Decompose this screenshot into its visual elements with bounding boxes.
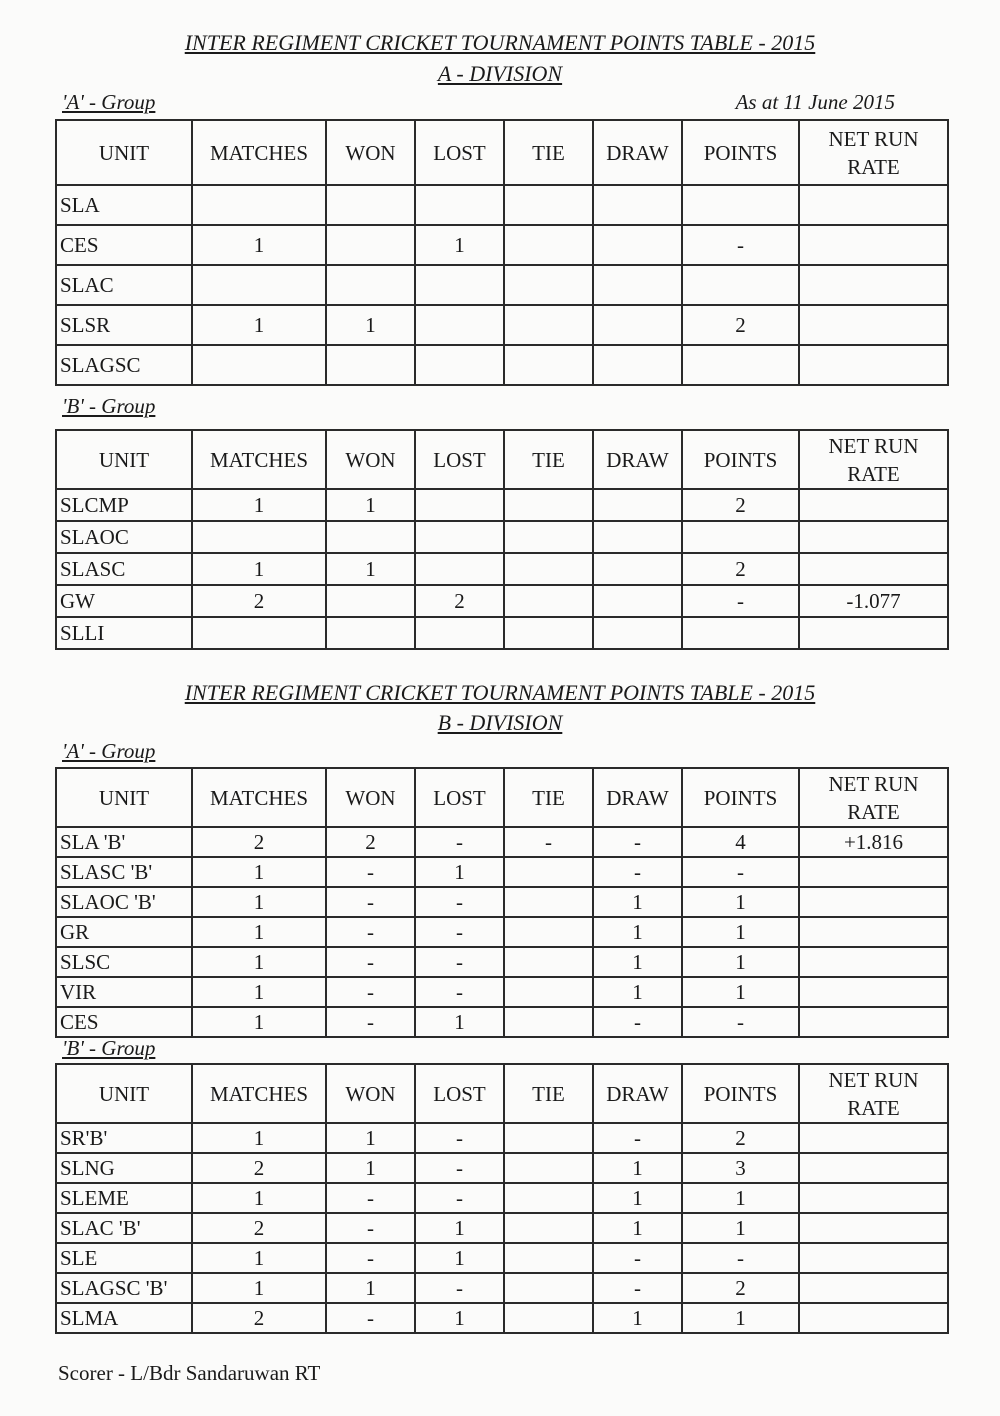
table-row	[56, 1243, 948, 1273]
table-row	[56, 887, 948, 917]
column-header-won: WON	[326, 430, 415, 489]
cell-lost	[415, 489, 504, 521]
header-row	[56, 430, 948, 489]
cell-unit: SLSR	[56, 305, 192, 345]
column-header-lost: LOST	[415, 768, 504, 827]
table-row	[56, 489, 948, 521]
cell-won: 2	[326, 827, 415, 857]
cell-unit: VIR	[56, 977, 192, 1007]
table-row	[56, 1153, 948, 1183]
cell-lost: -	[415, 947, 504, 977]
division-a-title: INTER REGIMENT CRICKET TOURNAMENT POINTS TABLE - 2015	[184, 30, 816, 55]
points-table-b-division-a-group	[55, 767, 949, 1038]
cell-won: -	[326, 1303, 415, 1333]
table-row	[56, 265, 948, 305]
cell-unit: SLLI	[56, 617, 192, 649]
cell-net-run-rate	[799, 1243, 948, 1273]
column-header-matches: MATCHES	[192, 120, 326, 185]
table-row	[56, 1007, 948, 1037]
table-row	[56, 857, 948, 887]
cell-draw	[593, 617, 682, 649]
cell-net-run-rate	[799, 1153, 948, 1183]
cell-points: -	[682, 225, 799, 265]
cell-tie	[504, 1123, 593, 1153]
cell-lost: 1	[415, 1213, 504, 1243]
column-header-tie: TIE	[504, 768, 593, 827]
cell-points: 4	[682, 827, 799, 857]
table-row	[56, 1183, 948, 1213]
cell-net-run-rate	[799, 1183, 948, 1213]
cell-draw	[593, 521, 682, 553]
column-header-points: POINTS	[682, 120, 799, 185]
cell-net-run-rate	[799, 857, 948, 887]
cell-unit: SLA	[56, 185, 192, 225]
column-header-tie: TIE	[504, 430, 593, 489]
cell-net-run-rate	[799, 521, 948, 553]
cell-won: 1	[326, 305, 415, 345]
cell-points: 1	[682, 1303, 799, 1333]
cell-lost	[415, 305, 504, 345]
cell-net-run-rate	[799, 185, 948, 225]
cell-won: -	[326, 917, 415, 947]
table-row	[56, 185, 948, 225]
cell-tie	[504, 185, 593, 225]
cell-matches: 1	[192, 553, 326, 585]
cell-matches	[192, 185, 326, 225]
column-header-matches: MATCHES	[192, 768, 326, 827]
cell-points: 1	[682, 887, 799, 917]
cell-tie	[504, 917, 593, 947]
cell-points: 1	[682, 977, 799, 1007]
cell-net-run-rate	[799, 345, 948, 385]
cell-net-run-rate	[799, 265, 948, 305]
cell-unit: SLCMP	[56, 489, 192, 521]
column-header-unit: UNIT	[56, 768, 192, 827]
cell-matches: 1	[192, 857, 326, 887]
column-header-unit: UNIT	[56, 1064, 192, 1123]
cell-tie	[504, 1183, 593, 1213]
cell-draw: -	[593, 857, 682, 887]
cell-matches: 2	[192, 585, 326, 617]
cell-lost: -	[415, 887, 504, 917]
cell-net-run-rate	[799, 1303, 948, 1333]
cell-draw	[593, 305, 682, 345]
cell-points: -	[682, 585, 799, 617]
cell-lost: -	[415, 917, 504, 947]
cell-draw: -	[593, 1243, 682, 1273]
cell-unit: CES	[56, 1007, 192, 1037]
cell-points	[682, 617, 799, 649]
table-row	[56, 553, 948, 585]
cell-draw	[593, 585, 682, 617]
cell-points: 1	[682, 917, 799, 947]
cell-draw: 1	[593, 1183, 682, 1213]
division-b-title: INTER REGIMENT CRICKET TOURNAMENT POINTS TABLE - 2015	[184, 680, 816, 705]
cell-lost	[415, 345, 504, 385]
cell-draw: -	[593, 1273, 682, 1303]
cell-lost: 2	[415, 585, 504, 617]
cell-matches	[192, 521, 326, 553]
header-row	[56, 120, 948, 185]
cell-points: 2	[682, 305, 799, 345]
cell-draw: 1	[593, 887, 682, 917]
cell-matches: 1	[192, 977, 326, 1007]
column-header-net-run-rate: NET RUN RATE	[799, 120, 948, 185]
cell-draw	[593, 185, 682, 225]
cell-draw: 1	[593, 977, 682, 1007]
points-table-a-division-a-group	[55, 119, 949, 386]
cell-tie	[504, 265, 593, 305]
cell-matches: 1	[192, 1007, 326, 1037]
column-header-net-run-rate: NET RUN RATE	[799, 768, 948, 827]
cell-net-run-rate	[799, 489, 948, 521]
cell-lost	[415, 185, 504, 225]
cell-won: 1	[326, 1273, 415, 1303]
cell-lost: -	[415, 977, 504, 1007]
cell-lost	[415, 617, 504, 649]
cell-won: -	[326, 1183, 415, 1213]
cell-matches: 1	[192, 1273, 326, 1303]
points-table-a-division-b-group	[55, 429, 949, 650]
cell-won: 1	[326, 553, 415, 585]
table-row	[56, 585, 948, 617]
cell-points	[682, 265, 799, 305]
cell-draw: -	[593, 1007, 682, 1037]
column-header-tie: TIE	[504, 1064, 593, 1123]
cell-points: -	[682, 1007, 799, 1037]
group-label: 'A' - Group	[62, 90, 156, 114]
table-row	[56, 917, 948, 947]
cell-won	[326, 185, 415, 225]
column-header-lost: LOST	[415, 120, 504, 185]
division-a-subtitle: A - DIVISION	[437, 61, 563, 86]
cell-net-run-rate: +1.816	[799, 827, 948, 857]
cell-unit: CES	[56, 225, 192, 265]
cell-won: -	[326, 1213, 415, 1243]
cell-lost: -	[415, 1183, 504, 1213]
table-row	[56, 977, 948, 1007]
points-table-b-division-b-group	[55, 1063, 949, 1334]
cell-tie	[504, 1273, 593, 1303]
cell-lost: -	[415, 827, 504, 857]
cell-tie	[504, 1243, 593, 1273]
cell-net-run-rate	[799, 617, 948, 649]
cell-matches: 2	[192, 1303, 326, 1333]
column-header-unit: UNIT	[56, 120, 192, 185]
cell-won	[326, 345, 415, 385]
cell-won: -	[326, 1007, 415, 1037]
table-row	[56, 617, 948, 649]
table-row	[56, 1123, 948, 1153]
column-header-draw: DRAW	[593, 120, 682, 185]
cell-net-run-rate	[799, 887, 948, 917]
cell-tie	[504, 887, 593, 917]
group-label: 'A' - Group	[62, 739, 156, 763]
cell-matches: 1	[192, 887, 326, 917]
cell-draw: 1	[593, 947, 682, 977]
cell-matches: 1	[192, 1183, 326, 1213]
cell-matches: 1	[192, 947, 326, 977]
cell-matches	[192, 617, 326, 649]
cell-won: -	[326, 887, 415, 917]
cell-lost: 1	[415, 1243, 504, 1273]
cell-net-run-rate	[799, 1273, 948, 1303]
cell-unit: SLAGSC	[56, 345, 192, 385]
group-label: 'B' - Group	[62, 1036, 156, 1060]
cell-won: 1	[326, 489, 415, 521]
cell-net-run-rate	[799, 1007, 948, 1037]
cell-won: 1	[326, 1123, 415, 1153]
column-header-points: POINTS	[682, 1064, 799, 1123]
cell-lost: -	[415, 1123, 504, 1153]
cell-points	[682, 345, 799, 385]
header-row	[56, 768, 948, 827]
column-header-points: POINTS	[682, 768, 799, 827]
cell-matches: 2	[192, 827, 326, 857]
cell-draw	[593, 265, 682, 305]
cell-tie: -	[504, 827, 593, 857]
cell-points	[682, 521, 799, 553]
cell-won: 1	[326, 1153, 415, 1183]
header-row	[56, 1064, 948, 1123]
cell-unit: SLASC 'B'	[56, 857, 192, 887]
cell-unit: SLASC	[56, 553, 192, 585]
cell-unit: SLAC	[56, 265, 192, 305]
cell-lost	[415, 521, 504, 553]
cell-lost: -	[415, 1153, 504, 1183]
cell-matches: 2	[192, 1213, 326, 1243]
cell-lost	[415, 553, 504, 585]
column-header-won: WON	[326, 120, 415, 185]
cell-won: -	[326, 977, 415, 1007]
division-b-subtitle: B - DIVISION	[437, 710, 563, 735]
cell-tie	[504, 617, 593, 649]
cell-points: 1	[682, 947, 799, 977]
column-header-net-run-rate: NET RUN RATE	[799, 430, 948, 489]
cell-tie	[504, 521, 593, 553]
cell-won: -	[326, 857, 415, 887]
column-header-points: POINTS	[682, 430, 799, 489]
cell-unit: SLAOC	[56, 521, 192, 553]
cell-unit: SLAGSC 'B'	[56, 1273, 192, 1303]
scorer-signature: Scorer - L/Bdr Sandaruwan RT	[58, 1361, 321, 1385]
table-row	[56, 345, 948, 385]
cell-lost: 1	[415, 1303, 504, 1333]
cell-unit: SLAC 'B'	[56, 1213, 192, 1243]
column-header-matches: MATCHES	[192, 430, 326, 489]
cell-net-run-rate	[799, 305, 948, 345]
column-header-net-run-rate: NET RUN RATE	[799, 1064, 948, 1123]
cell-draw	[593, 553, 682, 585]
cell-unit: SLEME	[56, 1183, 192, 1213]
table-row	[56, 1213, 948, 1243]
cell-draw	[593, 489, 682, 521]
cell-points: -	[682, 1243, 799, 1273]
cell-unit: SLNG	[56, 1153, 192, 1183]
cell-lost: 1	[415, 1007, 504, 1037]
cell-points: 2	[682, 1123, 799, 1153]
cell-draw: 1	[593, 1213, 682, 1243]
table-row	[56, 1303, 948, 1333]
table-row	[56, 521, 948, 553]
cell-draw	[593, 345, 682, 385]
cell-draw: 1	[593, 1153, 682, 1183]
cell-matches: 1	[192, 225, 326, 265]
cell-draw: 1	[593, 1303, 682, 1333]
cell-points	[682, 185, 799, 225]
cell-tie	[504, 1213, 593, 1243]
cell-points: 2	[682, 1273, 799, 1303]
as-at-date: As at 11 June 2015	[735, 90, 895, 114]
cell-points: 2	[682, 489, 799, 521]
cell-draw: -	[593, 827, 682, 857]
cell-tie	[504, 553, 593, 585]
cell-net-run-rate	[799, 1123, 948, 1153]
column-header-draw: DRAW	[593, 768, 682, 827]
cell-tie	[504, 489, 593, 521]
column-header-matches: MATCHES	[192, 1064, 326, 1123]
cell-net-run-rate	[799, 917, 948, 947]
cell-won	[326, 225, 415, 265]
cell-net-run-rate	[799, 1213, 948, 1243]
cell-tie	[504, 857, 593, 887]
column-header-lost: LOST	[415, 1064, 504, 1123]
column-header-won: WON	[326, 768, 415, 827]
cell-tie	[504, 1007, 593, 1037]
cell-matches: 2	[192, 1153, 326, 1183]
cell-tie	[504, 585, 593, 617]
cell-net-run-rate	[799, 553, 948, 585]
cell-tie	[504, 1303, 593, 1333]
group-label: 'B' - Group	[62, 394, 156, 418]
cell-matches: 1	[192, 305, 326, 345]
cell-unit: SLSC	[56, 947, 192, 977]
cell-matches: 1	[192, 1123, 326, 1153]
cell-won	[326, 617, 415, 649]
cell-unit: GW	[56, 585, 192, 617]
column-header-won: WON	[326, 1064, 415, 1123]
cell-lost: 1	[415, 857, 504, 887]
cell-points: 1	[682, 1213, 799, 1243]
table-row	[56, 827, 948, 857]
cell-tie	[504, 305, 593, 345]
cell-tie	[504, 345, 593, 385]
cell-draw	[593, 225, 682, 265]
table-row	[56, 225, 948, 265]
cell-unit: SLMA	[56, 1303, 192, 1333]
cell-net-run-rate	[799, 947, 948, 977]
cell-net-run-rate	[799, 977, 948, 1007]
column-header-lost: LOST	[415, 430, 504, 489]
column-header-draw: DRAW	[593, 1064, 682, 1123]
column-header-unit: UNIT	[56, 430, 192, 489]
cell-tie	[504, 977, 593, 1007]
cell-unit: SLA 'B'	[56, 827, 192, 857]
cell-unit: SLE	[56, 1243, 192, 1273]
column-header-tie: TIE	[504, 120, 593, 185]
cell-points: -	[682, 857, 799, 887]
cell-won	[326, 521, 415, 553]
table-row	[56, 1273, 948, 1303]
cell-matches: 1	[192, 489, 326, 521]
cell-points: 3	[682, 1153, 799, 1183]
cell-matches: 1	[192, 917, 326, 947]
table-row	[56, 947, 948, 977]
cell-unit: GR	[56, 917, 192, 947]
cell-net-run-rate	[799, 225, 948, 265]
cell-points: 2	[682, 553, 799, 585]
cell-won	[326, 585, 415, 617]
cell-tie	[504, 947, 593, 977]
cell-won	[326, 265, 415, 305]
cell-tie	[504, 225, 593, 265]
cell-matches: 1	[192, 1243, 326, 1273]
cell-net-run-rate: -1.077	[799, 585, 948, 617]
cell-won: -	[326, 1243, 415, 1273]
table-row	[56, 305, 948, 345]
cell-unit: SR'B'	[56, 1123, 192, 1153]
cell-draw: -	[593, 1123, 682, 1153]
cell-lost	[415, 265, 504, 305]
cell-lost: -	[415, 1273, 504, 1303]
cell-points: 1	[682, 1183, 799, 1213]
cell-tie	[504, 1153, 593, 1183]
cell-draw: 1	[593, 917, 682, 947]
cell-unit: SLAOC 'B'	[56, 887, 192, 917]
cell-matches	[192, 345, 326, 385]
cell-matches	[192, 265, 326, 305]
cell-won: -	[326, 947, 415, 977]
cell-lost: 1	[415, 225, 504, 265]
column-header-draw: DRAW	[593, 430, 682, 489]
